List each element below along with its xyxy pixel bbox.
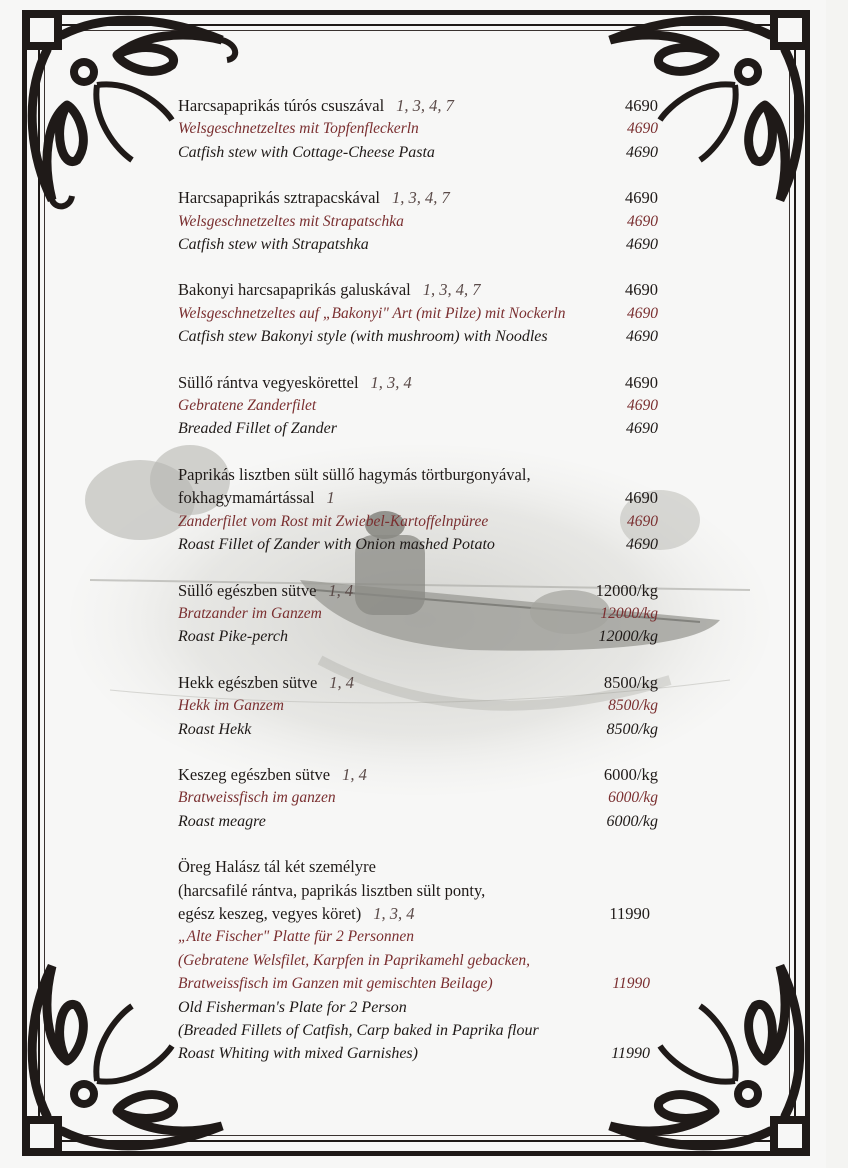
dish-title-de: Bratzander im Ganzem	[178, 604, 322, 622]
platter-description-german-2	[178, 972, 650, 995]
allergen-codes: 1, 4	[328, 580, 354, 600]
price-en: 11990	[611, 1045, 650, 1063]
menu-item	[178, 579, 658, 649]
dish-name-german	[178, 602, 658, 625]
platter-description-english	[178, 1019, 650, 1042]
platter-title-de: „Alte Fischer" Platte für 2 Personnen	[178, 928, 414, 946]
platter-title-hungarian	[178, 855, 650, 878]
dish-title-en: Breaded Fillet of Zander	[178, 420, 337, 438]
allergen-codes: 1, 3, 4	[373, 903, 415, 923]
dish-title-en: Catfish stew with Cottage-Cheese Pasta	[178, 143, 435, 161]
dish-name-german	[178, 694, 658, 717]
platter-item	[178, 855, 658, 1066]
menu-list	[178, 94, 658, 1088]
price-de: 4690	[627, 512, 658, 530]
dish-name-english	[178, 533, 658, 556]
menu-item	[178, 186, 658, 256]
platter-description-hungarian	[178, 879, 650, 902]
dish-title: Süllő rántva vegyeskörettel	[178, 372, 359, 392]
platter-desc-en-line2: Roast Whiting with mixed Garnishes)	[178, 1045, 418, 1063]
dish-title-en: Roast Hekk	[178, 720, 252, 738]
price: 4690	[625, 96, 658, 115]
price: 11990	[609, 903, 650, 923]
platter-desc-line1: (harcsafilé rántva, paprikás lisztben sült ponty,	[178, 880, 486, 900]
dish-name-english	[178, 718, 658, 741]
price: 12000/kg	[595, 580, 658, 600]
price: 4690	[625, 372, 658, 392]
allergen-codes: 1, 4	[329, 672, 355, 692]
dish-title-de: Welsgeschnetzeltes mit Topfenfleckerln	[178, 120, 419, 138]
dish-name-hungarian	[178, 763, 658, 786]
dish-name-hungarian	[178, 371, 658, 394]
dish-title-en: Roast Pike-perch	[178, 628, 289, 646]
dish-title-de: Zanderfilet vom Rost mit Zwiebel-Kartoffelnpüree	[178, 512, 489, 530]
dish-title: Bakonyi harcsapaprikás galuskával	[178, 280, 411, 300]
menu-item	[178, 278, 658, 348]
platter-title-english	[178, 996, 650, 1019]
platter-title-german	[178, 925, 650, 948]
price-en: 4690	[626, 536, 658, 554]
dish-title: Keszeg egészben sütve	[178, 764, 331, 784]
dish-title-de: Welsgeschnetzeltes auf „Bakonyi" Art (mit Pilze) mit Nockerln	[178, 304, 566, 322]
dish-title-en: Catfish stew Bakonyi style (with mushroom) with Noodles	[178, 328, 548, 346]
dish-name-english	[178, 325, 658, 348]
menu-item	[178, 671, 658, 741]
price-en: 12000/kg	[598, 628, 658, 646]
dish-title: Hekk egészben sütve	[178, 672, 318, 692]
menu-item	[178, 763, 658, 833]
menu-item	[178, 371, 658, 441]
dish-name-english	[178, 810, 658, 833]
price-en: 4690	[626, 420, 658, 438]
price-de: 4690	[627, 120, 658, 138]
price-en: 4690	[626, 328, 658, 346]
dish-name-english	[178, 233, 658, 256]
allergen-codes: 1, 4	[342, 764, 367, 784]
price-de: 4690	[627, 212, 658, 230]
dish-name-hungarian	[178, 671, 658, 694]
platter-description-english-2	[178, 1042, 650, 1065]
platter-desc-de-line2: Bratweissfisch im Ganzen mit gemischten Beilage)	[178, 975, 493, 993]
dish-title: Harcsapaprikás túrós csuszával	[178, 96, 385, 115]
price-de: 8500/kg	[608, 697, 658, 715]
dish-name-german	[178, 394, 658, 417]
allergen-codes: 1, 3, 4	[370, 372, 412, 392]
dish-name-german	[178, 510, 658, 533]
dish-name-german	[178, 117, 658, 140]
price: 6000/kg	[603, 764, 658, 784]
dish-title-en: Catfish stew with Strapatshka	[178, 236, 369, 254]
dish-name-german	[178, 302, 658, 325]
price-de: 4690	[627, 397, 658, 415]
price-en: 6000/kg	[606, 812, 658, 830]
price-en: 4690	[626, 236, 658, 254]
dish-name-hungarian	[178, 94, 658, 117]
price-de: 12000/kg	[600, 604, 658, 622]
platter-title-en: Old Fisherman's Plate for 2 Person	[178, 998, 407, 1016]
allergen-codes: 1	[326, 488, 335, 508]
price: 4690	[625, 488, 658, 508]
allergen-codes: 1, 3, 4, 7	[422, 280, 481, 300]
dish-name-hungarian	[178, 278, 658, 301]
price-de: 6000/kg	[608, 789, 658, 807]
dish-name-hungarian	[178, 579, 658, 602]
allergen-codes: 1, 3, 4, 7	[392, 188, 450, 208]
platter-desc-line2: egész keszeg, vegyes köret)	[178, 903, 362, 923]
dish-title: Süllő egészben sütve	[178, 580, 317, 600]
platter-desc-de-line1: (Gebratene Welsfilet, Karpfen in Paprikamehl gebacken,	[178, 951, 530, 969]
dish-name-hungarian	[178, 486, 658, 509]
price-en: 8500/kg	[606, 720, 658, 738]
price-de: 4690	[627, 304, 658, 322]
price-en: 4690	[626, 143, 658, 161]
dish-title-de: Welsgeschnetzeltes mit Strapatschka	[178, 212, 404, 230]
platter-desc-en-line1: (Breaded Fillets of Catfish, Carp baked in Paprika flour	[178, 1022, 539, 1039]
dish-name-english	[178, 417, 658, 440]
price: 4690	[625, 188, 658, 208]
dish-name-german	[178, 786, 658, 809]
price: 8500/kg	[603, 672, 658, 692]
dish-title-line1: Paprikás lisztben sült süllő hagymás törtburgonyával,	[178, 464, 531, 484]
dish-name-english	[178, 141, 658, 164]
dish-title-de: Hekk im Ganzem	[178, 697, 284, 715]
dish-title-en: Roast Fillet of Zander with Onion mashed Potato	[178, 536, 495, 554]
dish-title: Harcsapaprikás sztrapacskával	[178, 188, 381, 208]
dish-title-de: Gebratene Zanderfilet	[178, 397, 317, 415]
dish-name-german	[178, 210, 658, 233]
dish-title-en: Roast meagre	[178, 812, 266, 830]
dish-name-hungarian	[178, 186, 658, 209]
platter-description-hungarian-2	[178, 902, 650, 925]
allergen-codes: 1, 3, 4, 7	[396, 96, 454, 115]
dish-name-hungarian-line1	[178, 463, 658, 486]
platter-description-german	[178, 949, 650, 972]
menu-item	[178, 463, 658, 557]
platter-title: Öreg Halász tál két személyre	[178, 857, 376, 877]
dish-name-english	[178, 625, 658, 648]
price-de: 11990	[612, 975, 650, 993]
dish-title: fokhagymamártással	[178, 488, 315, 508]
menu-item	[178, 94, 658, 164]
price: 4690	[625, 280, 658, 300]
dish-title-de: Bratweissfisch im ganzen	[178, 789, 336, 807]
